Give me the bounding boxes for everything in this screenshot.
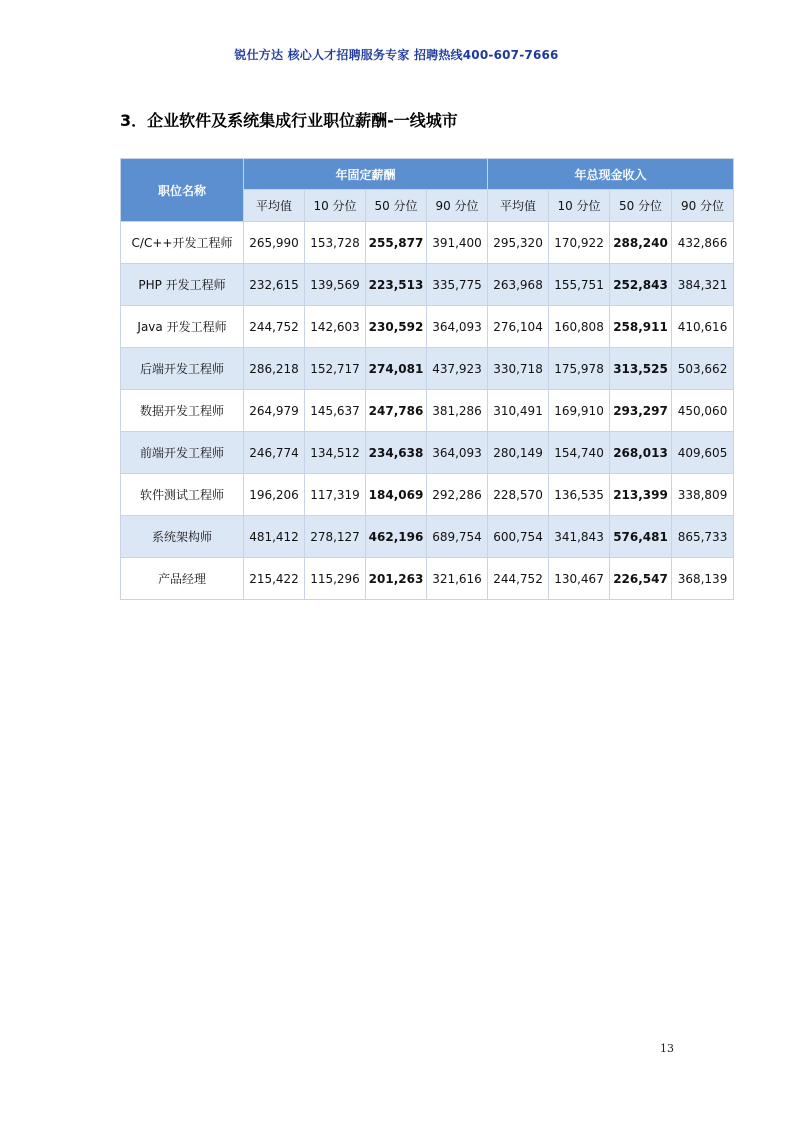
- table-row: [121, 558, 734, 600]
- value-cell: 169,910: [549, 390, 610, 432]
- value-cell: 450,060: [672, 390, 734, 432]
- value-cell: 338,809: [672, 474, 734, 516]
- value-cell: 368,139: [672, 558, 734, 600]
- value-cell: 155,751: [549, 264, 610, 306]
- position-name: Java 开发工程师: [121, 306, 244, 348]
- value-cell: 462,196: [366, 516, 427, 558]
- table-row: [121, 348, 734, 390]
- value-cell: 689,754: [427, 516, 488, 558]
- value-cell: 341,843: [549, 516, 610, 558]
- position-name: 前端开发工程师: [121, 432, 244, 474]
- value-cell: 263,968: [488, 264, 549, 306]
- value-cell: 286,218: [244, 348, 305, 390]
- value-cell: 130,467: [549, 558, 610, 600]
- value-cell: 153,728: [305, 222, 366, 264]
- value-cell: 391,400: [427, 222, 488, 264]
- table-row: [121, 432, 734, 474]
- table-row: [121, 474, 734, 516]
- value-cell: 246,774: [244, 432, 305, 474]
- value-cell: 310,491: [488, 390, 549, 432]
- value-cell: 142,603: [305, 306, 366, 348]
- page-number: 13: [660, 1042, 674, 1055]
- table-row: [121, 306, 734, 348]
- value-cell: 364,093: [427, 432, 488, 474]
- section-title: 3．企业软件及系统集成行业职位薪酬-一线城市: [120, 111, 458, 130]
- value-cell: 184,069: [366, 474, 427, 516]
- value-cell: 381,286: [427, 390, 488, 432]
- value-cell: 255,877: [366, 222, 427, 264]
- value-cell: 152,717: [305, 348, 366, 390]
- group-header-fixed-salary: 年固定薪酬: [244, 159, 488, 190]
- group-header-total-cash: 年总现金收入: [488, 159, 734, 190]
- value-cell: 223,513: [366, 264, 427, 306]
- position-name: 数据开发工程师: [121, 390, 244, 432]
- value-cell: 175,978: [549, 348, 610, 390]
- subheader-fixed-avg: 平均值: [244, 190, 305, 222]
- salary-table: [120, 158, 734, 600]
- value-cell: 313,525: [610, 348, 672, 390]
- value-cell: 201,263: [366, 558, 427, 600]
- value-cell: 196,206: [244, 474, 305, 516]
- value-cell: 276,104: [488, 306, 549, 348]
- value-cell: 410,616: [672, 306, 734, 348]
- position-name: 系统架构师: [121, 516, 244, 558]
- value-cell: 234,638: [366, 432, 427, 474]
- value-cell: 154,740: [549, 432, 610, 474]
- value-cell: 865,733: [672, 516, 734, 558]
- value-cell: 247,786: [366, 390, 427, 432]
- value-cell: 576,481: [610, 516, 672, 558]
- value-cell: 244,752: [244, 306, 305, 348]
- value-cell: 139,569: [305, 264, 366, 306]
- table-body: [121, 222, 734, 600]
- value-cell: 134,512: [305, 432, 366, 474]
- value-cell: 280,149: [488, 432, 549, 474]
- value-cell: 244,752: [488, 558, 549, 600]
- value-cell: 293,297: [610, 390, 672, 432]
- subheader-total-avg: 平均值: [488, 190, 549, 222]
- value-cell: 330,718: [488, 348, 549, 390]
- value-cell: 335,775: [427, 264, 488, 306]
- value-cell: 268,013: [610, 432, 672, 474]
- value-cell: 321,616: [427, 558, 488, 600]
- value-cell: 600,754: [488, 516, 549, 558]
- column-header-position: 职位名称: [121, 159, 244, 222]
- value-cell: 364,093: [427, 306, 488, 348]
- value-cell: 409,605: [672, 432, 734, 474]
- value-cell: 115,296: [305, 558, 366, 600]
- subheader-fixed-p50: 50 分位: [366, 190, 427, 222]
- value-cell: 228,570: [488, 474, 549, 516]
- value-cell: 292,286: [427, 474, 488, 516]
- value-cell: 437,923: [427, 348, 488, 390]
- value-cell: 230,592: [366, 306, 427, 348]
- value-cell: 274,081: [366, 348, 427, 390]
- value-cell: 432,866: [672, 222, 734, 264]
- value-cell: 160,808: [549, 306, 610, 348]
- value-cell: 278,127: [305, 516, 366, 558]
- subheader-total-p90: 90 分位: [672, 190, 734, 222]
- table-row: [121, 222, 734, 264]
- value-cell: 226,547: [610, 558, 672, 600]
- position-name: 软件测试工程师: [121, 474, 244, 516]
- value-cell: 252,843: [610, 264, 672, 306]
- subheader-total-p50: 50 分位: [610, 190, 672, 222]
- value-cell: 481,412: [244, 516, 305, 558]
- table-row: [121, 390, 734, 432]
- value-cell: 258,911: [610, 306, 672, 348]
- value-cell: 117,319: [305, 474, 366, 516]
- table-row: [121, 516, 734, 558]
- value-cell: 145,637: [305, 390, 366, 432]
- value-cell: 288,240: [610, 222, 672, 264]
- table-row: [121, 264, 734, 306]
- position-name: PHP 开发工程师: [121, 264, 244, 306]
- value-cell: 264,979: [244, 390, 305, 432]
- value-cell: 232,615: [244, 264, 305, 306]
- value-cell: 215,422: [244, 558, 305, 600]
- subheader-total-p10: 10 分位: [549, 190, 610, 222]
- position-name: C/C++开发工程师: [121, 222, 244, 264]
- position-name: 产品经理: [121, 558, 244, 600]
- value-cell: 295,320: [488, 222, 549, 264]
- value-cell: 213,399: [610, 474, 672, 516]
- subheader-fixed-p10: 10 分位: [305, 190, 366, 222]
- subheader-fixed-p90: 90 分位: [427, 190, 488, 222]
- value-cell: 384,321: [672, 264, 734, 306]
- value-cell: 503,662: [672, 348, 734, 390]
- position-name: 后端开发工程师: [121, 348, 244, 390]
- value-cell: 136,535: [549, 474, 610, 516]
- page-header: 锐仕方达 核心人才招聘服务专家 招聘热线400-607-7666: [234, 48, 559, 62]
- value-cell: 265,990: [244, 222, 305, 264]
- value-cell: 170,922: [549, 222, 610, 264]
